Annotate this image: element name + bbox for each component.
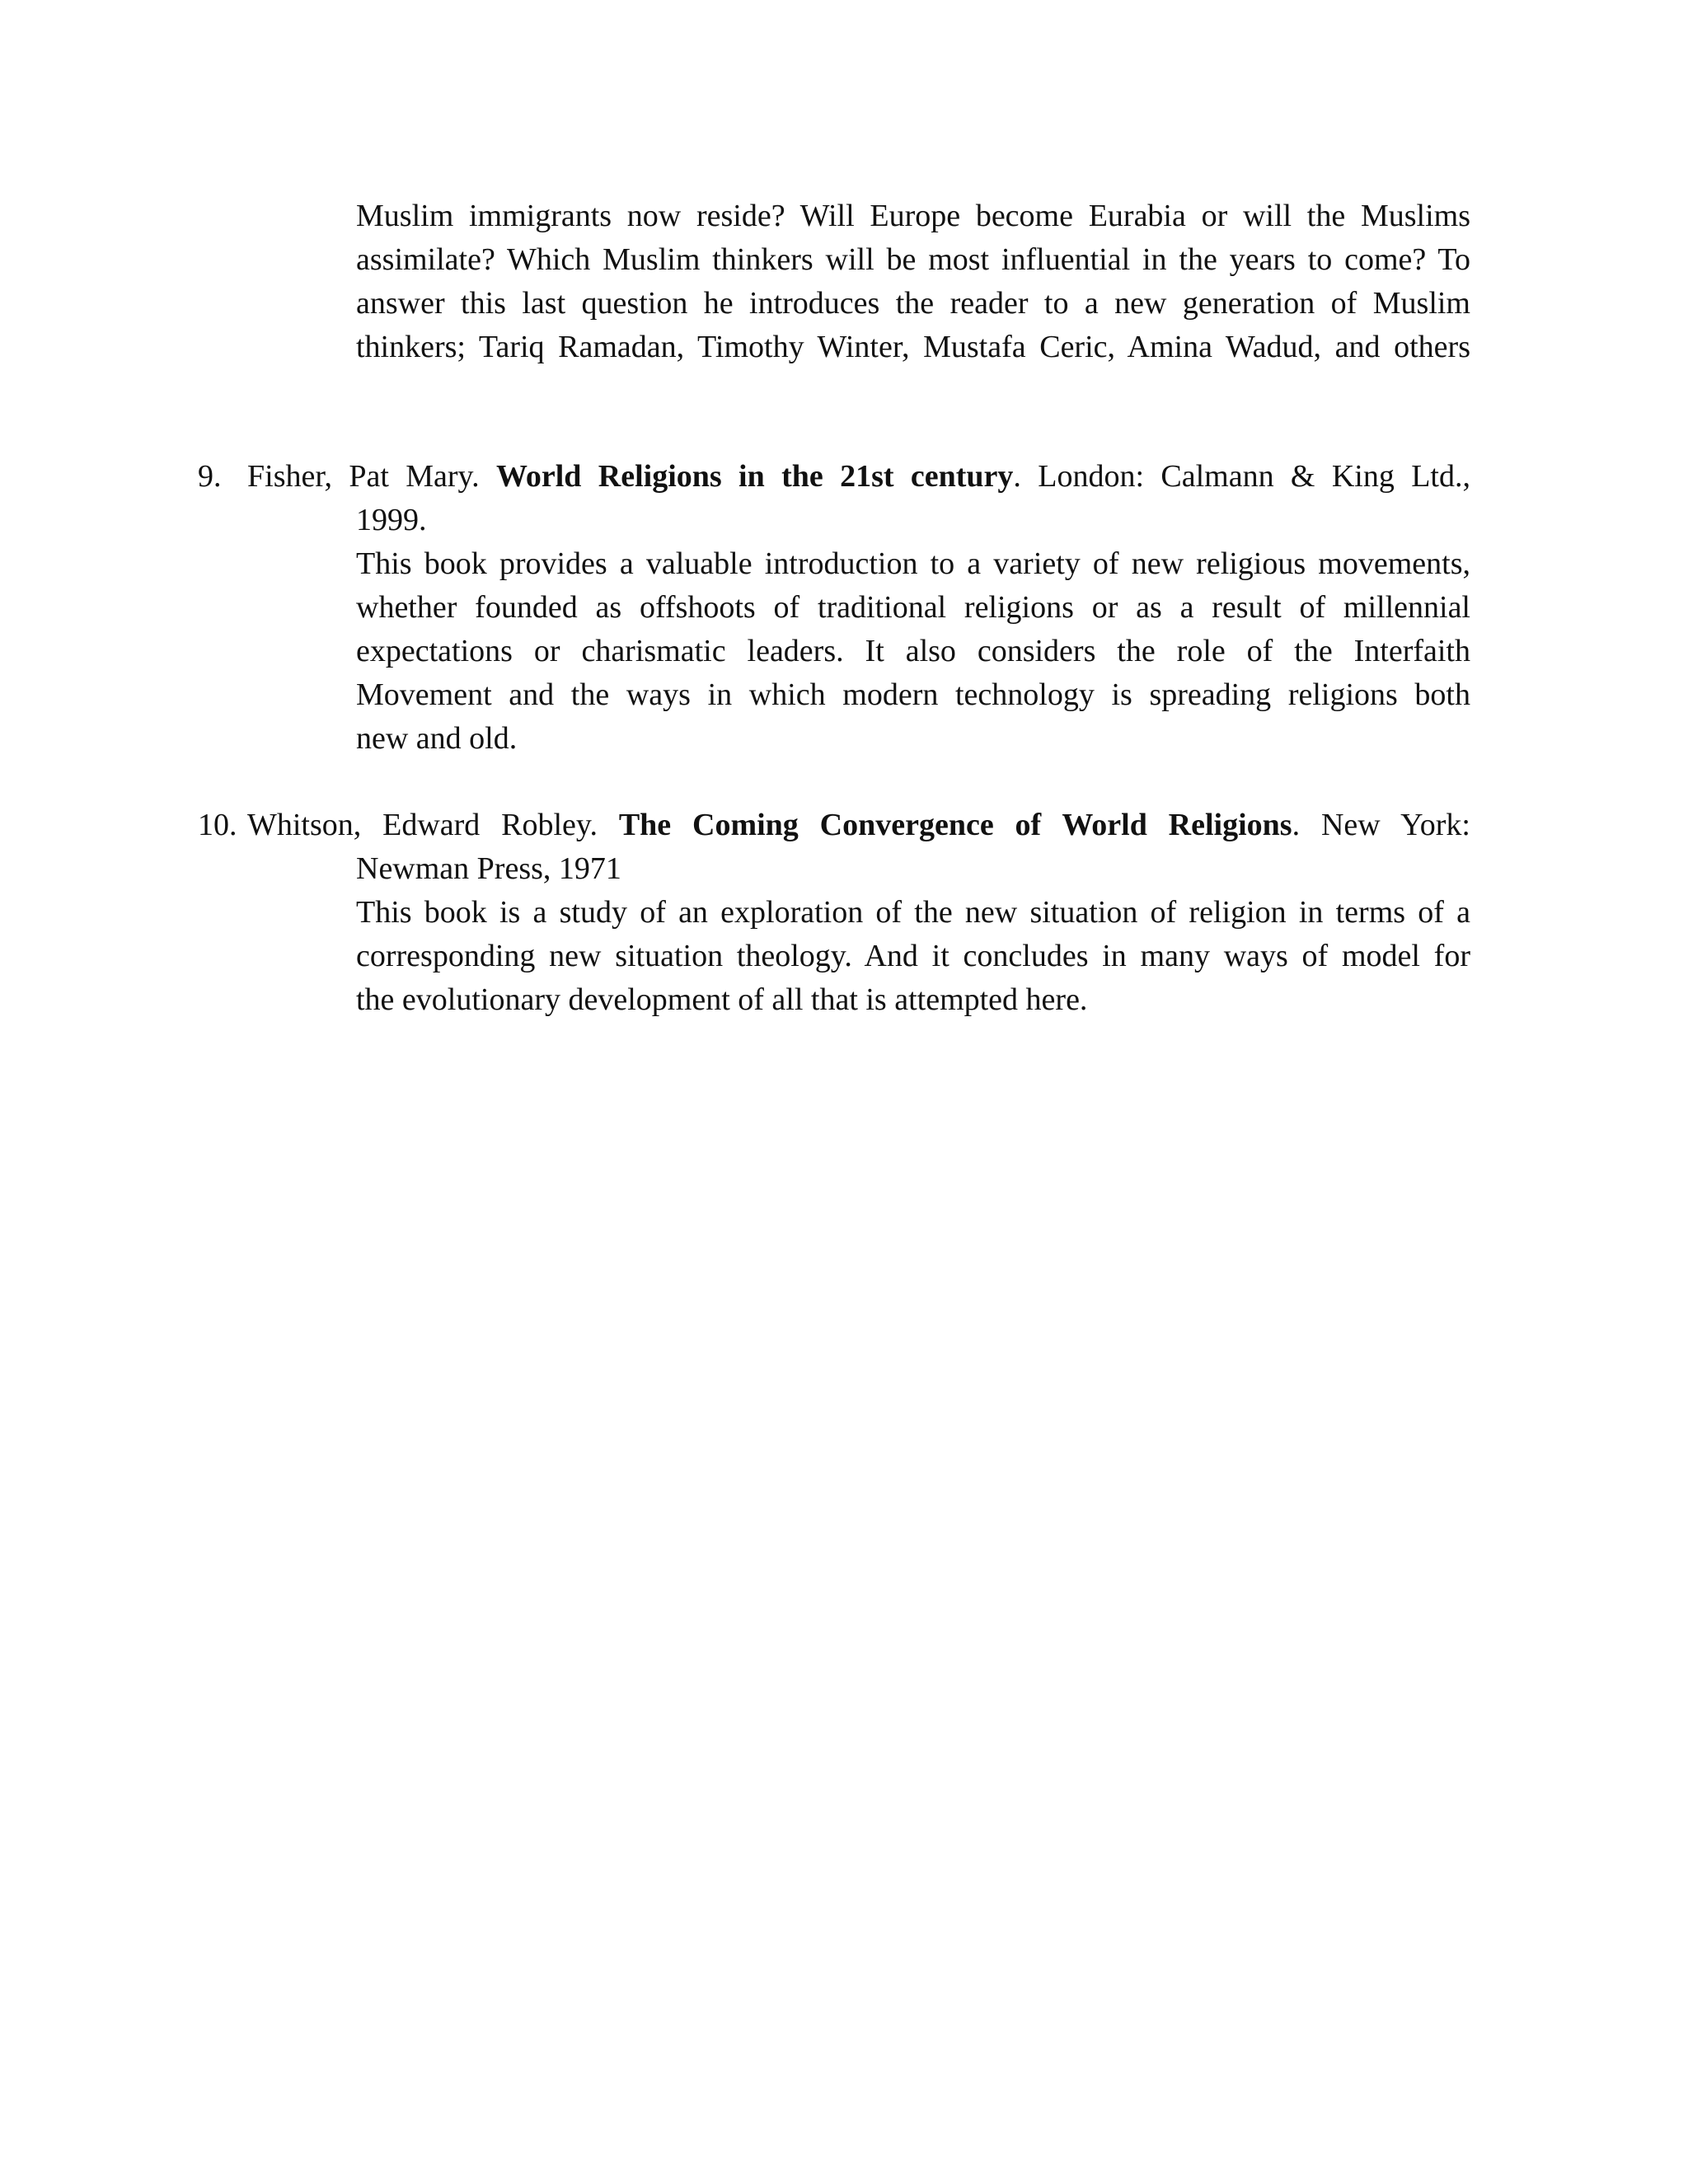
entry-annotation-line: expectations or charismatic leaders. It also considers the role of the Interfaith [356, 634, 1470, 668]
entry-citation [247, 455, 1470, 499]
entry-title: The Coming Convergence of World Religions [618, 808, 1292, 842]
entry-publisher-cont: 1999. [356, 503, 427, 537]
entry-publisher: . New York: [1292, 808, 1470, 842]
continuation-line: assimilate? Which Muslim thinkers will be most influential in the years to come? To [356, 242, 1470, 277]
entry-annotation-line: corresponding new situation theology. And it concludes in many ways of model for [356, 939, 1470, 973]
entry-title: World Religions in the 21st century [495, 459, 1014, 494]
entry-annotation-line: new and old. [356, 721, 518, 756]
entry-annotation-line: Movement and the ways in which modern technology is spreading religions both [356, 677, 1470, 712]
entry-author: Whitson, Edward Robley. [247, 808, 619, 842]
entry-publisher: . London: Calmann & King Ltd., [1013, 459, 1470, 494]
entry-number: 9. [198, 459, 222, 494]
continuation-line: Muslim immigrants now reside? Will Europe become Eurabia or will the Muslims [356, 199, 1470, 233]
entry-citation [247, 804, 1470, 847]
entry-annotation-line: the evolutionary development of all that is attempted here. [356, 982, 1088, 1017]
continuation-line: thinkers; Tariq Ramadan, Timothy Winter, Mustafa Ceric, Amina Wadud, and others [356, 330, 1470, 364]
entry-number: 10. [198, 808, 237, 842]
entry-publisher-cont: Newman Press, 1971 [356, 851, 621, 886]
entry-annotation-line: This book provides a valuable introduction to a variety of new religious movements, [356, 546, 1470, 581]
entry-author: Fisher, Pat Mary. [247, 459, 496, 494]
entry-annotation-line: This book is a study of an exploration of the new situation of religion in terms of a [356, 895, 1470, 930]
entry-annotation-line: whether founded as offshoots of traditional religions or as a result of millennial [356, 590, 1470, 625]
continuation-line: answer this last question he introduces the reader to a new generation of Muslim [356, 286, 1470, 321]
